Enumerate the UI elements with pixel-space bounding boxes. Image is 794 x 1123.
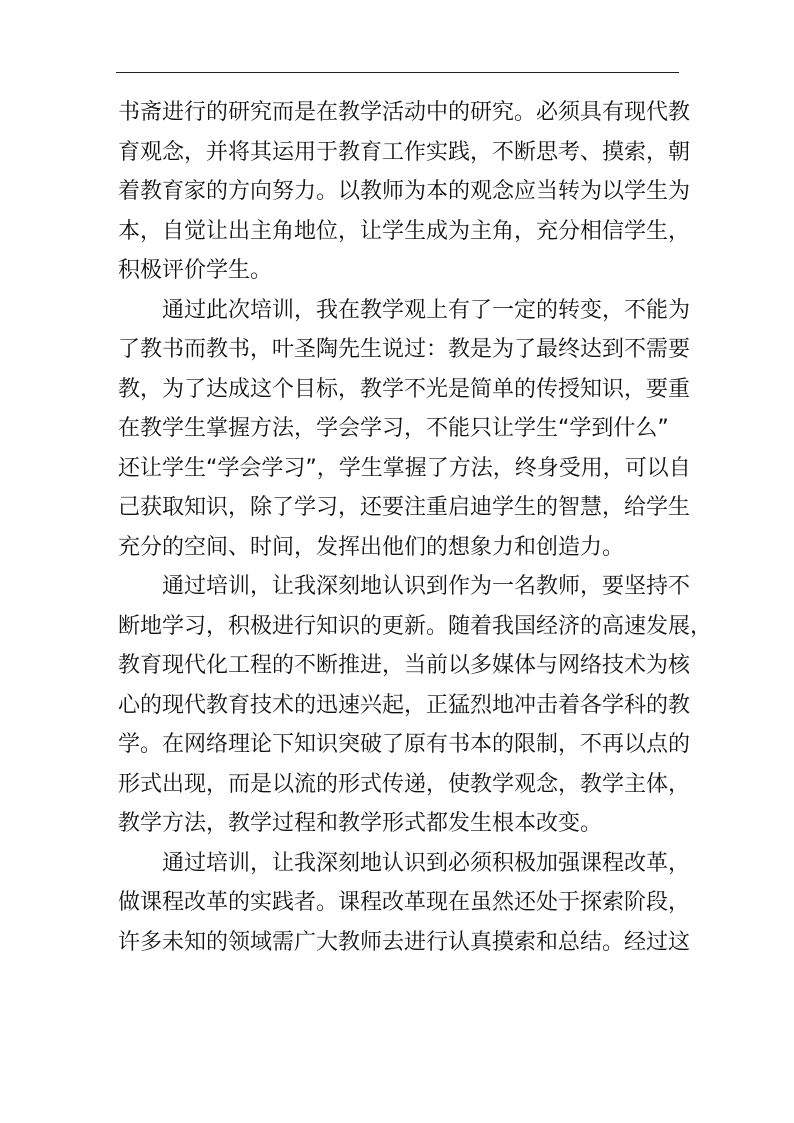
paragraph-3	[118, 567, 713, 844]
text-line: 形式出现，而是以流的形式传递，使教学观念，教学主体，	[118, 771, 691, 797]
text-line: 了教书而教书，叶圣陶先生说过：教是为了最终达到不需要	[118, 337, 691, 362]
text-line: 还让学生“学会学习”，学生掌握了方法，终身受用，可以自	[118, 455, 691, 481]
text-line: 通过此次培训，我在教学观上有了一定的转变，不能为	[162, 297, 691, 323]
text-line: 育观念，并将其运用于教育工作实践，不断思考、摸索，朝	[118, 139, 691, 165]
header-rule	[116, 72, 679, 73]
text-line: 在教学生掌握方法，学会学习，不能只让学生“学到什么”	[118, 416, 669, 441]
text-line: 充分的空间、时间，发挥出他们的想象力和创造力。	[118, 534, 625, 560]
paragraph-1	[118, 93, 691, 291]
text-line: 教学方法，教学过程和教学形式都发生根本改变。	[118, 811, 603, 836]
document-body	[118, 93, 713, 962]
text-line: 着教育家的方向努力。以教师为本的观念应当转为以学生为	[118, 179, 691, 204]
text-line: 通过培训，让我深刻地认识到作为一名教师，要坚持不	[162, 574, 691, 599]
paragraph-4	[118, 844, 691, 963]
paragraph-2	[118, 291, 691, 568]
text-line: 本，自觉让出主角地位，让学生成为主角，充分相信学生，	[118, 218, 691, 244]
text-line: 通过培训，让我深刻地认识到必须积极加强课程改革，	[162, 850, 691, 876]
text-line: 做课程改革的实践者。课程改革现在虽然还处于探索阶段，	[118, 890, 691, 915]
text-line: 积极评价学生。	[118, 258, 273, 283]
text-line: 学。在网络理论下知识突破了原有书本的限制，不再以点的	[118, 732, 691, 757]
text-line: 心的现代教育技术的迅速兴起，正猛烈地冲击着各学科的教	[118, 692, 691, 718]
text-line: 许多未知的领域需广大教师去进行认真摸索和总结。经过这	[118, 929, 691, 955]
text-line: 教，为了达成这个目标，教学不光是简单的传授知识，要重	[118, 376, 691, 402]
text-line: 断地学习，积极进行知识的更新。随着我国经济的高速发展，	[118, 613, 713, 639]
text-line: 书斋进行的研究而是在教学活动中的研究。必须具有现代教	[118, 100, 691, 125]
text-line: 己获取知识，除了学习，还要注重启迪学生的智慧，给学生	[118, 495, 691, 520]
text-line: 教育现代化工程的不断推进，当前以多媒体与网络技术为核	[118, 653, 691, 678]
